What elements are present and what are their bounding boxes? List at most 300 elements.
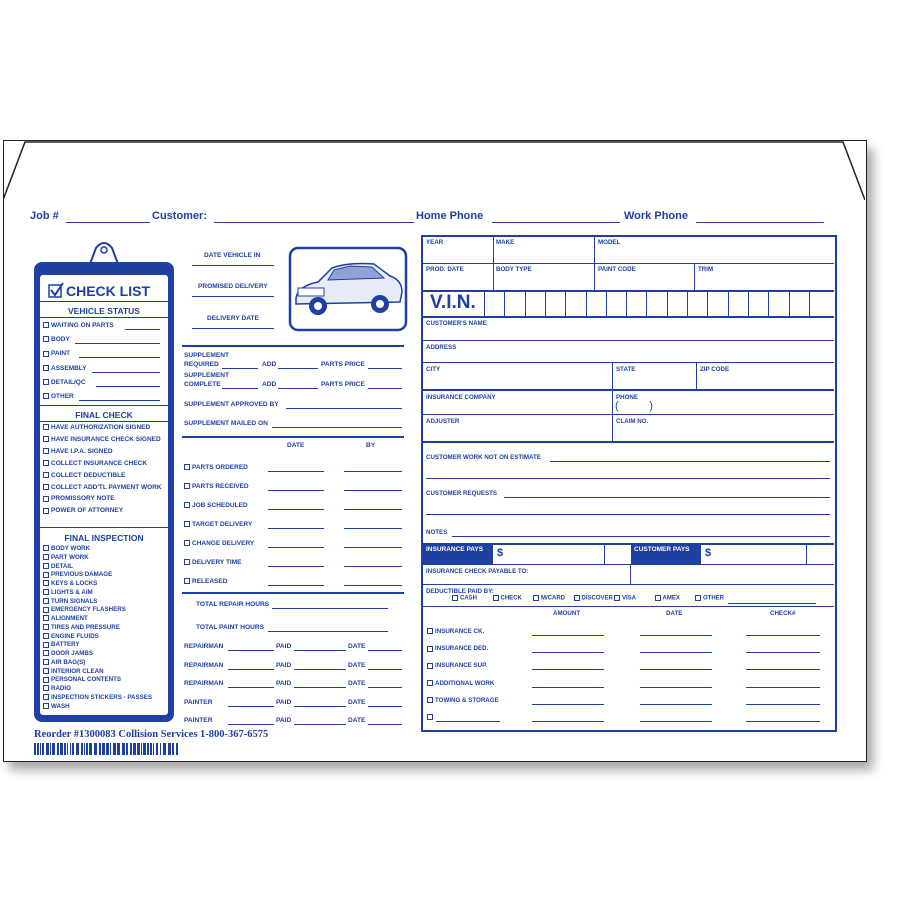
tracking-by-field[interactable] [344,585,402,586]
final-inspection-heading: FINAL INSPECTION [64,533,144,543]
labor-paid-label: PAID [276,661,292,669]
checkbox[interactable] [184,540,190,546]
labor-date-field[interactable] [368,724,402,725]
supplement-approved-field[interactable] [286,408,402,409]
checkbox[interactable] [43,615,49,621]
checkbox[interactable] [43,351,49,357]
vin-digit-box[interactable] [809,291,810,316]
work-not-on-estimate-field[interactable] [550,461,830,462]
payment-amount-field[interactable] [532,704,604,705]
checkbox-label: JOB SCHEDULED [192,502,248,509]
checkbox[interactable] [574,595,580,601]
checkbox-label: ALIGNMENT [51,615,88,622]
checkbox[interactable] [43,694,49,700]
labor-role-field[interactable] [228,724,274,725]
payment-date-field[interactable] [640,635,712,636]
checkbox[interactable] [655,595,661,601]
checkbox[interactable] [43,448,49,454]
vin-digit-box[interactable] [626,291,627,316]
vin-digit-box[interactable] [525,291,526,316]
checkbox[interactable] [43,424,49,430]
checkbox[interactable] [184,483,190,489]
checkbox-label: DELIVERY TIME [192,559,242,566]
checkbox-label: INSPECTION STICKERS - PASSES [51,693,152,701]
labor-paid-field[interactable] [294,706,346,707]
checkbox[interactable] [43,685,49,691]
checkbox[interactable] [493,595,499,601]
total-repair-hours-label: TOTAL REPAIR HOURS [196,601,270,608]
checkbox-label: POWER OF ATTORNEY [51,507,124,515]
checkbox[interactable] [43,484,49,490]
labor-paid-field[interactable] [294,724,346,725]
vin-digit-box[interactable] [707,291,708,316]
customer-requests-field[interactable] [504,497,830,498]
payment-row-label[interactable] [427,628,484,635]
checkbox-label: OTHER [703,595,724,602]
checkbox[interactable] [43,624,49,630]
checkbox-label: RELEASED [192,578,228,585]
labor-paid-label: PAID [276,698,292,706]
tracking-item[interactable] [184,540,254,547]
vehicle-status-item[interactable] [43,322,114,329]
checkbox-label: KEYS & LOCKS [51,580,98,587]
checkbox[interactable] [184,578,190,584]
adjuster-label: ADJUSTER [426,418,460,425]
checkbox[interactable] [43,554,49,560]
checkbox[interactable] [43,642,49,648]
checkbox-label: PARTS ORDERED [192,464,248,471]
vehicle-status-item[interactable] [43,393,74,400]
labor-date-field[interactable] [368,687,402,688]
checkbox[interactable] [614,595,620,601]
customer-requests-field-2[interactable] [426,514,830,515]
tracking-date-field[interactable] [268,528,324,529]
checkbox[interactable] [43,677,49,683]
labor-date-field[interactable] [368,669,402,670]
notes-label: NOTES [426,529,448,536]
checkbox-label: INSURANCE SUP. [435,662,488,670]
supplement-mailed-label: SUPPLEMENT MAILED ON [184,420,268,427]
supplement-approved-label: SUPPLEMENT APPROVED BY [184,401,279,408]
checkbox[interactable] [43,589,49,595]
tracking-item[interactable] [184,521,252,528]
payment-row-label[interactable] [427,714,435,721]
supplement-required-label-2: REQUIRED [184,361,219,368]
final-check-item[interactable] [43,460,147,467]
payment-row-label[interactable] [427,662,487,669]
customer-pays-label: CUSTOMER PAYS [631,545,701,564]
labor-role-field[interactable] [228,687,274,688]
delivery-date-field[interactable] [192,328,274,329]
checkbox-label: TIRES AND PRESSURE [51,623,120,631]
deductible-method-option[interactable] [533,595,565,602]
checkbox[interactable] [427,628,433,634]
deductible-method-option[interactable] [574,595,613,602]
final-inspection-item[interactable] [43,598,97,605]
tracking-by-field[interactable] [344,566,402,567]
checkbox[interactable] [43,668,49,674]
customer-name-label: CUSTOMER'S NAME [426,320,487,327]
payment-check-field[interactable] [746,704,820,705]
city-label: CITY [426,366,441,373]
tracking-date-field[interactable] [268,585,324,586]
insurance-company-label: INSURANCE COMPANY [426,394,496,401]
parts-price-label: PARTS PRICE [321,381,365,388]
checkbox-label: CHANGE DELIVERY [192,540,255,547]
checkbox[interactable] [184,559,190,565]
payment-date-field[interactable] [640,687,712,688]
checkbox[interactable] [452,595,458,601]
other-method-field[interactable] [728,603,816,604]
labor-role-field[interactable] [228,706,274,707]
parts-price-label: PARTS PRICE [321,361,365,368]
checklist-title: CHECK LIST [66,283,150,299]
model-label: MODEL [598,239,621,246]
final-inspection-item[interactable] [43,580,97,587]
checkbox[interactable] [533,595,539,601]
claim-no-label: CLAIM NO. [616,418,649,425]
date-vehicle-in-label: DATE VEHICLE IN [204,252,261,259]
checkbox-label: M/CARD [541,595,565,602]
tracking-date-field[interactable] [268,509,324,510]
vin-digit-box[interactable] [789,291,790,316]
checkbox-label: TOWING & STORAGE [435,696,499,704]
vin-digit-box[interactable] [748,291,749,316]
checkbox[interactable] [427,697,433,703]
checkbox[interactable] [184,521,190,527]
amount-header: AMOUNT [553,610,581,617]
vin-digit-box[interactable] [545,291,546,316]
checkbox-label: AIR BAG(S) [51,658,86,666]
car-illustration-icon [288,246,408,332]
labor-role-label: PAINTER [184,698,213,706]
checkbox[interactable] [43,563,49,569]
deductible-method-option[interactable] [493,595,522,602]
checkbox-label: HAVE INSURANCE CHECK SIGNED [51,435,161,443]
checkbox[interactable] [43,460,49,466]
deductible-method-option[interactable] [695,595,724,602]
checkbox-label: TURN SIGNALS [51,597,98,605]
final-check-item[interactable] [43,424,150,431]
checkbox[interactable] [43,545,49,551]
phone-label: PHONE [616,394,639,401]
deductible-method-option[interactable] [614,595,636,602]
prod-date-label: PROD. DATE [426,266,464,273]
customer-field[interactable] [214,222,414,223]
status-line[interactable] [125,329,160,330]
labor-date-field[interactable] [368,650,402,651]
final-check-item[interactable] [43,436,161,443]
vin-digit-box[interactable] [646,291,647,316]
final-inspection-item[interactable] [43,545,90,552]
checkbox-label: PARTS RECEIVED [192,483,249,490]
deductible-method-option[interactable] [452,595,477,602]
final-inspection-item[interactable] [43,685,71,692]
final-inspection-item[interactable] [43,624,120,631]
labor-date-field[interactable] [368,706,402,707]
by-column-header: BY [366,442,376,449]
checkbox-label: WAITING ON PARTS [51,322,114,329]
payment-check-field[interactable] [746,635,820,636]
final-inspection-item[interactable] [43,563,73,570]
checkbox[interactable] [43,633,49,639]
tracking-by-field[interactable] [344,528,402,529]
check-number-header: CHECK# [770,610,796,617]
payment-row-label[interactable] [427,697,499,704]
tracking-by-field[interactable] [344,509,402,510]
supplement-required-field[interactable] [222,368,258,369]
checkbox-label: PROMISSORY NOTE [51,495,115,503]
checkbox[interactable] [43,472,49,478]
add-label: ADD [262,361,277,368]
vehicle-status-item[interactable] [43,365,87,372]
date-vehicle-in-field[interactable] [192,265,274,266]
checkbox[interactable] [184,502,190,508]
checkbox[interactable] [43,379,49,385]
vin-digit-box[interactable] [565,291,566,316]
tracking-item[interactable] [184,578,227,585]
payment-row-label[interactable] [427,645,488,652]
checkbox-label: HAVE I.P.A. SIGNED [51,447,113,455]
checkbox-label: OTHER [51,393,74,400]
checkbox[interactable] [43,598,49,604]
work-phone-label: Work Phone [624,210,688,222]
checkbox-label: DETAIL/QC [51,378,86,386]
parts-price-field[interactable] [368,388,402,389]
checkbox[interactable] [43,580,49,586]
checkbox-label: BATTERY [51,641,80,649]
checkbox-label: INSURANCE DED. [435,645,489,653]
final-inspection-item[interactable] [43,668,104,675]
body-type-label: BODY TYPE [496,266,532,273]
tracking-date-field[interactable] [268,547,324,548]
final-check-item[interactable] [43,484,162,491]
deductible-paid-by-label: DEDUCTIBLE PAID BY: [426,588,494,595]
payment-date-field[interactable] [640,704,712,705]
final-inspection-item[interactable] [43,554,89,561]
vehicle-status-item[interactable] [43,379,86,386]
labor-paid-field[interactable] [294,669,346,670]
checkbox[interactable] [43,703,49,709]
final-inspection-item[interactable] [43,571,112,578]
tracking-item[interactable] [184,464,248,471]
checkbox[interactable] [43,336,49,342]
checkbox[interactable] [43,436,49,442]
checkbox-label: PERSONAL CONTENTS [51,676,122,684]
vin-digit-box[interactable] [484,291,485,316]
checkbox[interactable] [43,496,49,502]
final-inspection-item[interactable] [43,589,93,596]
supplement-complete-label-2: COMPLETE [184,381,221,388]
checkbox[interactable] [43,607,49,613]
payment-date-field[interactable] [640,669,712,670]
supplement-required-label-1: SUPPLEMENT [184,352,230,359]
labor-role-field[interactable] [228,669,274,670]
supplement-mailed-field[interactable] [272,427,402,428]
reorder-text: Reorder #1300083 Collision Services 1-800-367-6575 [34,729,269,740]
payment-check-field[interactable] [746,721,820,722]
payment-amount-field[interactable] [532,669,604,670]
final-inspection-item[interactable] [43,633,99,640]
labor-date-label: DATE [348,698,366,706]
final-inspection-item[interactable] [43,694,152,701]
add-label: ADD [262,381,277,388]
total-paint-hours-field[interactable] [268,631,388,632]
labor-role-label: REPAIRMAN [184,643,224,650]
envelope-flap [3,140,865,200]
tracking-date-field[interactable] [268,566,324,567]
job-field[interactable] [66,222,150,223]
checkmark-box-icon [48,282,64,298]
job-label: Job # [30,210,59,222]
payment-check-field[interactable] [746,652,820,653]
divider [182,592,404,594]
tracking-date-field[interactable] [268,471,324,472]
status-line[interactable] [79,400,160,401]
final-check-item[interactable] [43,495,115,502]
deductible-method-option[interactable] [655,595,680,602]
labor-paid-label: PAID [276,717,292,724]
final-check-item[interactable] [43,472,125,479]
vin-digit-box[interactable] [504,291,505,316]
delivery-date-label: DELIVERY DATE [207,315,259,322]
payment-amount-field[interactable] [532,687,604,688]
payment-row-label[interactable] [427,680,494,687]
labor-paid-field[interactable] [294,650,346,651]
labor-role-label: PAINTER [184,717,213,724]
checkbox-label: ASSEMBLY [51,364,87,372]
checkbox-label: RADIO [51,685,71,692]
payment-amount-field[interactable] [532,721,604,722]
supplement-complete-field[interactable] [222,388,258,389]
vin-label: V.I.N. [430,292,476,313]
date-column-header: DATE [287,442,305,449]
address-label: ADDRESS [426,344,457,351]
phone-area-code[interactable]: ( ) [615,400,653,412]
add-field[interactable] [278,388,318,389]
payment-date-field[interactable] [640,652,712,653]
home-phone-field[interactable] [492,222,620,223]
checkbox[interactable] [43,365,49,371]
work-not-on-estimate-field-2[interactable] [426,478,830,479]
vin-digit-box[interactable] [667,291,668,316]
checkbox[interactable] [695,595,701,601]
parts-price-field[interactable] [368,368,402,369]
promised-delivery-field[interactable] [192,296,274,297]
labor-paid-field[interactable] [294,687,346,688]
vin-digit-box[interactable] [687,291,688,316]
payment-check-field[interactable] [746,669,820,670]
vehicle-status-item[interactable] [43,336,70,343]
vin-digit-box[interactable] [606,291,607,316]
tracking-item[interactable] [184,483,249,490]
checkbox[interactable] [43,322,49,328]
checkbox[interactable] [43,572,49,578]
status-line[interactable] [79,357,160,358]
final-check-item[interactable] [43,507,123,514]
checkbox-label: LIGHTS & AIM [51,588,93,596]
promised-delivery-label: PROMISED DELIVERY [198,283,268,290]
final-inspection-item[interactable] [43,615,88,622]
paint-code-label: PAINT CODE [598,266,636,273]
checkbox[interactable] [43,650,49,656]
checkbox-label: DISCOVER [581,595,613,602]
work-not-on-estimate-label: CUSTOMER WORK NOT ON ESTIMATE [426,454,541,461]
payment-amount-field[interactable] [532,635,604,636]
checkbox[interactable] [427,714,433,720]
checkbox-label: COLLECT ADD'TL PAYMENT WORK [51,483,162,491]
payment-date-field[interactable] [640,721,712,722]
labor-role-field[interactable] [228,650,274,651]
checkbox[interactable] [427,663,433,669]
final-inspection-item[interactable] [43,641,80,648]
labor-date-label: DATE [348,661,366,669]
final-inspection-item[interactable] [43,676,121,683]
final-inspection-item[interactable] [43,703,70,710]
final-inspection-item[interactable] [43,650,93,657]
status-line[interactable] [92,372,160,373]
tracking-item[interactable] [184,559,241,566]
barcode-icon [34,743,180,755]
zip-label: ZIP CODE [700,366,730,373]
add-field[interactable] [278,368,318,369]
divider [40,527,168,528]
insurance-pays-label: INSURANCE PAYS [423,545,493,564]
final-check-item[interactable] [43,448,113,455]
divider [40,421,168,422]
vin-digit-box[interactable] [768,291,769,316]
labor-paid-label: PAID [276,643,292,650]
checkbox-label: PART WORK [51,553,89,561]
labor-paid-label: PAID [276,680,292,687]
tracking-by-field[interactable] [344,490,402,491]
payment-check-field[interactable] [746,687,820,688]
checkbox[interactable] [43,508,49,514]
checkbox-label: DOOR JAMBS [51,650,93,657]
customer-label: Customer: [152,210,208,222]
labor-role-label: REPAIRMAN [184,680,224,687]
checkbox[interactable] [184,464,190,470]
labor-date-label: DATE [348,680,366,687]
trim-label: TRIM [698,266,714,273]
tracking-item[interactable] [184,502,248,509]
final-inspection-item[interactable] [43,659,85,666]
labor-date-label: DATE [348,717,366,724]
tracking-by-field[interactable] [344,471,402,472]
checkbox-label: CASH [460,595,478,602]
checkbox-label: WASH [51,702,70,710]
work-phone-field[interactable] [696,222,824,223]
vin-digit-box[interactable] [728,291,729,316]
tracking-date-field[interactable] [268,490,324,491]
payment-row-custom-field[interactable] [436,721,500,722]
vehicle-status-item[interactable] [43,350,70,357]
checkbox[interactable] [427,680,433,686]
notes-field[interactable] [452,536,830,537]
checkbox[interactable] [43,393,49,399]
checkbox[interactable] [43,659,49,665]
payment-amount-field[interactable] [532,652,604,653]
total-repair-hours-field[interactable] [272,608,388,609]
status-line[interactable] [96,386,160,387]
checkbox[interactable] [427,646,433,652]
vin-digit-box[interactable] [586,291,587,316]
tracking-by-field[interactable] [344,547,402,548]
status-line[interactable] [75,343,160,344]
final-inspection-item[interactable] [43,606,126,613]
divider [40,317,168,318]
checkbox-label: BODY WORK [51,545,91,552]
